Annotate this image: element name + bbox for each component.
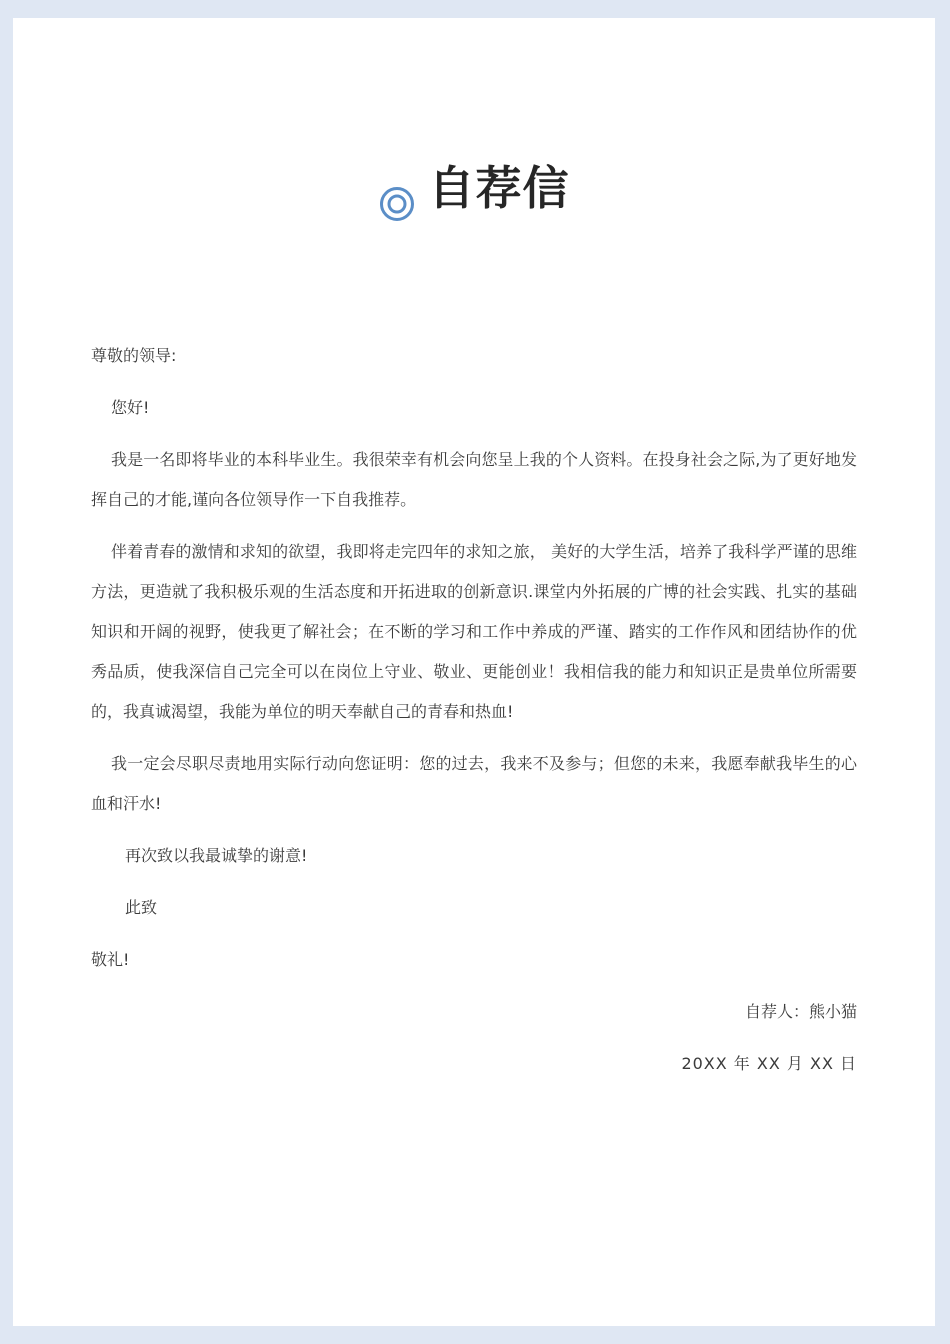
date-line: 20XX 年 XX 月 XX 日 — [681, 1054, 857, 1073]
closing-line: 此致 — [125, 898, 158, 917]
letter-page — [13, 18, 935, 1326]
hello-line: 您好! — [111, 398, 150, 417]
signature: 自荐人：熊小猫 — [744, 1002, 857, 1021]
greeting: 尊敬的领导: — [91, 346, 177, 365]
target-circle-icon — [379, 186, 415, 222]
thanks-line: 再次致以我最诚挚的谢意! — [125, 846, 308, 865]
title-row — [13, 156, 935, 226]
paragraph-experience: 伴着青春的激情和求知的欲望，我即将走完四年的求知之旅， 美好的大学生活，培养了我科学严谨的思维方法，更造就了我积极乐观的生活态度和开拓进取的创新意识.课堂内外拓展的广博的社会实践、扎实的基础知识和开阔的视野，使我更了解社会；在不断的学习和工作中养成的严谨、踏实的工作作风和团结协作的优秀品质，使我深信自己完全可以在岗位上守业、敬业、更能创业！我相信我的能力和知识正是贵单位所需要的，我真诚渴望，我能为单位的明天奉献自己的青春和热血! — [91, 542, 857, 721]
letter-body — [91, 336, 857, 1096]
page-title: 自荐信 — [428, 161, 570, 215]
salute-line: 敬礼! — [91, 950, 130, 969]
paragraph-promise: 我一定会尽职尽责地用实际行动向您证明：您的过去，我来不及参与；但您的未来，我愿奉献我毕生的心血和汗水! — [91, 754, 857, 813]
paragraph-intro: 我是一名即将毕业的本科毕业生。我很荣幸有机会向您呈上我的个人资料。在投身社会之际,为了更好地发挥自己的才能,谨向各位领导作一下自我推荐。 — [91, 450, 857, 509]
